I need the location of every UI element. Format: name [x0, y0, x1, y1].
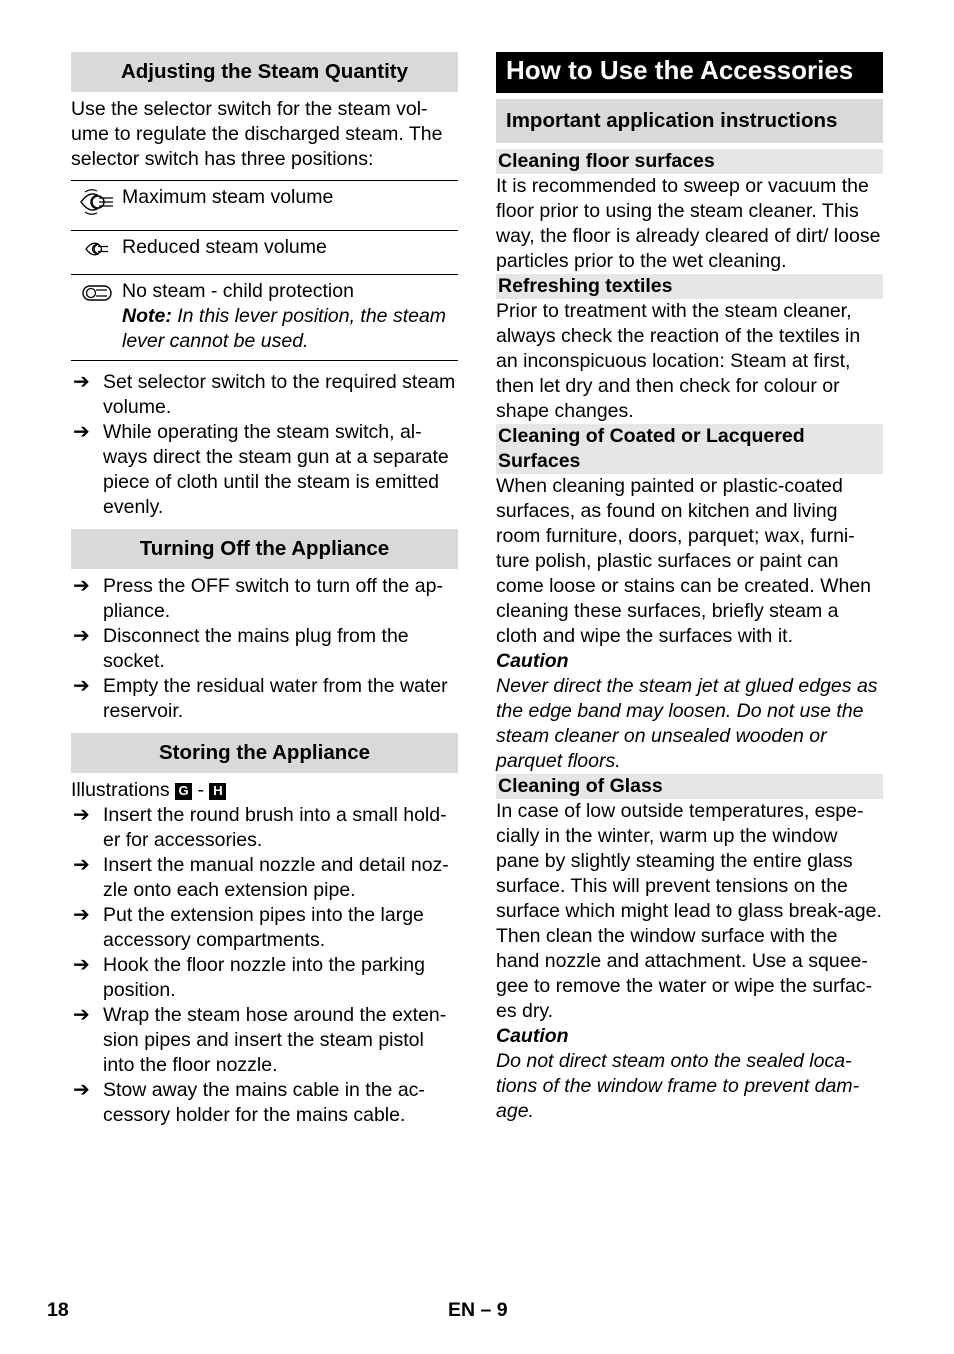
list-item: ➔ Wrap the steam hose around the exten-sion pipes and insert the steam pistol into the floor nozzle. [73, 1004, 447, 1076]
max-steam-icon [71, 181, 122, 231]
arrow-right-icon: ➔ [73, 854, 90, 876]
coated-caution-text: Never direct the steam jet at glued edges as the edge band may loosen. Do not use the steam cleaner on unsealed wooden or parquet floors. [496, 675, 878, 772]
coated-text: When cleaning painted or plastic-coated surfaces, as found on kitchen and living room furniture, doors, parquet; wax, furni-ture polish, plastic surfaces or paint can come loose or stains can be created. When cleaning these surfaces, briefly steam a cloth and wipe the surfaces with it. [496, 475, 872, 647]
arrow-right-icon: ➔ [73, 1079, 90, 1101]
illustrations-ref: Illustrations G - H [71, 778, 458, 803]
list-item: ➔ While operating the steam switch, al-ways direct the steam gun at a separate piece of cloth until the steam is emitted evenly. [73, 421, 449, 518]
textiles-heading: Refreshing textiles [496, 274, 883, 299]
left-column [71, 52, 458, 1128]
arrow-right-icon: ➔ [73, 371, 90, 393]
floor-text: It is recommended to sweep or vacuum the floor prior to using the steam cleaner. This way, the floor is already cleared of dirt/ loose particles prior to the wet cleaning. [496, 175, 881, 272]
arrow-right-icon: ➔ [73, 421, 90, 443]
steam-positions-table [71, 180, 458, 361]
floor-heading: Cleaning floor surfaces [496, 149, 883, 174]
list-item: ➔ Empty the residual water from the water reservoir. [73, 675, 448, 722]
glass-text-1: In case of low outside temperatures, espe-cially in the winter, warm up the window pane by slightly steaming the entire glass surface. This will prevent tensions on the surface which might lead to glass break-age. [496, 800, 882, 922]
list-item: ➔ Put the extension pipes into the large accessory compartments. [73, 904, 424, 951]
note-label: Note: [122, 305, 172, 327]
note-text: In this lever position, the steam lever cannot be used. [122, 305, 447, 352]
glass-heading: Cleaning of Glass [496, 774, 883, 799]
page-code: EN – 9 [448, 1299, 508, 1321]
steam-position-row [71, 181, 458, 231]
arrow-right-icon: ➔ [73, 575, 90, 597]
illustration-badge-h: H [209, 783, 226, 800]
page-number: 18 [47, 1299, 69, 1321]
list-item: ➔ Insert the manual nozzle and detail noz-zle onto each extension pipe. [73, 854, 449, 901]
steam-steps-list [71, 370, 458, 520]
textiles-text: Prior to treatment with the steam cleaner, always check the reaction of the textiles in an inconspicuous location: Steam at first, then let dry and then check for colour or shape changes. [496, 300, 861, 422]
list-item: ➔ Hook the floor nozzle into the parking position. [73, 954, 425, 1001]
glass-caution-label: Caution [496, 1025, 569, 1047]
coated-caution-label: Caution [496, 650, 569, 672]
reduced-steam-icon [71, 231, 122, 275]
steam-quantity-heading: Adjusting the Steam Quantity [71, 52, 458, 92]
application-instructions-heading: Important application instructions [496, 99, 883, 143]
list-item: ➔ Press the OFF switch to turn off the ap-pliance. [73, 575, 443, 622]
turning-off-steps-list [71, 574, 458, 724]
right-column [496, 52, 883, 1124]
no-steam-label: No steam - child protection [122, 280, 354, 302]
arrow-right-icon: ➔ [73, 804, 90, 826]
max-steam-label: Maximum steam volume [122, 181, 458, 231]
glass-caution-text: Do not direct steam onto the sealed loca-tions of the window frame to prevent dam-age. [496, 1050, 860, 1122]
steam-position-row [71, 275, 458, 361]
list-item: ➔ Disconnect the mains plug from the socket. [73, 625, 409, 672]
storing-heading: Storing the Appliance [71, 733, 458, 773]
list-item: ➔ Insert the round brush into a small hold-er for accessories. [73, 804, 447, 851]
arrow-right-icon: ➔ [73, 625, 90, 647]
arrow-right-icon: ➔ [73, 954, 90, 976]
no-steam-cell [122, 275, 458, 361]
list-item: ➔ Stow away the mains cable in the ac-cessory holder for the mains cable. [73, 1079, 425, 1126]
accessories-title: How to Use the Accessories [496, 52, 883, 93]
steam-position-row [71, 231, 458, 275]
no-steam-note [122, 304, 458, 354]
arrow-right-icon: ➔ [73, 675, 90, 697]
coated-heading: Cleaning of Coated or Lacquered Surfaces [496, 424, 883, 474]
steam-quantity-intro: Use the selector switch for the steam vol-ume to regulate the discharged steam. The selector switch has three positions: [71, 98, 443, 170]
glass-text-2: Then clean the window surface with the hand nozzle and attachment. Use a squee-gee to remove the water or wipe the surfac-es dry. [496, 925, 873, 1022]
no-steam-icon [71, 275, 122, 361]
illustration-badge-g: G [175, 783, 192, 800]
reduced-steam-label: Reduced steam volume [122, 231, 458, 275]
list-item: ➔ Set selector switch to the required steam volume. [73, 371, 456, 418]
arrow-right-icon: ➔ [73, 1004, 90, 1026]
storing-steps-list [71, 803, 458, 1128]
arrow-right-icon: ➔ [73, 904, 90, 926]
turning-off-heading: Turning Off the Appliance [71, 529, 458, 569]
